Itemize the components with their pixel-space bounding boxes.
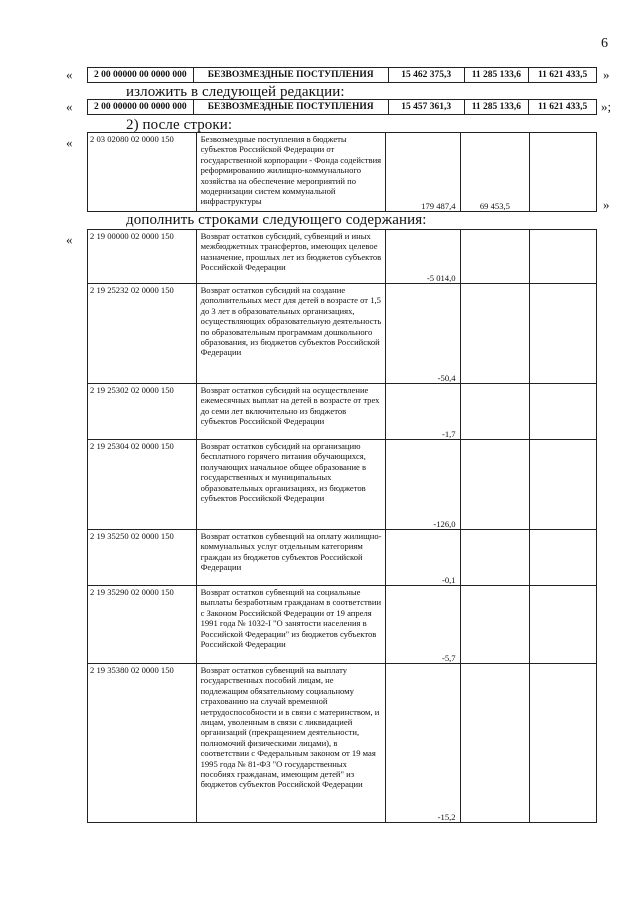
- row-code: 2 19 35290 02 0000 150: [88, 586, 197, 663]
- new-rows-table: [87, 229, 597, 823]
- row-description: Возврат остатков субвенций на социальные выплаты безработным гражданам в соответствии с Законом Российской Федерации от 19 апреля 1991 года № 1032-I "О занятости населения в Российской Федерации" из бюджетов субъектов Российской Федерации: [197, 586, 386, 663]
- open-quote: «: [66, 99, 73, 114]
- table-row: [88, 664, 596, 822]
- new-row-code: 2 00 00000 00 0000 000: [88, 100, 194, 114]
- original-row-value-1: 15 462 375,3: [389, 68, 465, 82]
- row-description: Возврат остатков субсидий, субвенций и иных межбюджетных трансфертов, имеющих целевое назначение, прошлых лет из бюджетов субъектов Российской Федерации: [197, 230, 386, 283]
- row-value-1: -5,7: [386, 586, 461, 663]
- heading-new-edition: изложить в следующей редакции:: [126, 84, 345, 100]
- row-value-3: [530, 440, 596, 529]
- row-value-1: -15,2: [386, 664, 461, 822]
- row-value-3: [530, 384, 596, 439]
- row-value-2: [461, 586, 531, 663]
- table-row: [88, 530, 596, 586]
- original-row-code: 2 00 00000 00 0000 000: [88, 68, 194, 82]
- row-value-3: [530, 133, 596, 211]
- original-row-value-2: 11 285 133,6: [465, 68, 530, 82]
- row-code: 2 19 25304 02 0000 150: [88, 440, 197, 529]
- row-value-3: [530, 664, 596, 822]
- open-quote: «: [66, 232, 73, 247]
- row-description: Возврат остатков субсидий на организацию бесплатного горячего питания обучающихся, получающих начальное общее образование в государственных и муниципальных образовательных организациях, из бюджетов субъектов Российской Федерации: [197, 440, 386, 529]
- table-row: [88, 586, 596, 664]
- row-value-1: -1,7: [386, 384, 461, 439]
- open-quote: «: [66, 135, 73, 150]
- original-row-name: БЕЗВОЗМЕЗДНЫЕ ПОСТУПЛЕНИЯ: [194, 68, 389, 82]
- table-row: [88, 133, 596, 211]
- row-description: Возврат остатков субвенций на выплату государственных пособий лицам, не подлежащим обязательному социальному страхованию на случай временной нетрудоспособности и в связи с материнством, и лицам, уволенным в связи с ликвидацией организаций (прекращением деятельности, полномочий физическими лицами), в соответствии с Федеральным законом от 19 мая 1995 года № 81-ФЗ "О государственных пособиях гражданам, имеющим детей" из бюджетов субъектов Российской Федерации: [197, 664, 386, 822]
- row-code: 2 19 25302 02 0000 150: [88, 384, 197, 439]
- row-code: 2 03 02080 02 0000 150: [88, 133, 197, 211]
- row-value-2: [461, 440, 531, 529]
- new-row-name: БЕЗВОЗМЕЗДНЫЕ ПОСТУПЛЕНИЯ: [194, 100, 389, 114]
- row-value-1: -126,0: [386, 440, 461, 529]
- table-row: [88, 230, 596, 284]
- row-value-3: [530, 586, 596, 663]
- row-code: 2 19 00000 02 0000 150: [88, 230, 197, 283]
- row-value-1: -0,1: [386, 530, 461, 585]
- close-quote-semicolon: »;: [601, 99, 612, 114]
- close-quote: »: [603, 67, 610, 82]
- page-number: 6: [601, 36, 608, 51]
- heading-add-rows: дополнить строками следующего содержания:: [126, 212, 427, 228]
- row-value-2: 69 453,5: [461, 133, 531, 211]
- row-value-3: [530, 530, 596, 585]
- row-code: 2 19 35250 02 0000 150: [88, 530, 197, 585]
- close-quote: »: [603, 197, 610, 212]
- row-code: 2 19 35380 02 0000 150: [88, 664, 197, 822]
- table-row: [88, 440, 596, 530]
- open-quote: «: [66, 67, 73, 82]
- new-row-value-3: 11 621 433,5: [537, 102, 588, 112]
- row-value-2: [461, 530, 531, 585]
- original-row: [87, 67, 597, 83]
- row-value-2: [461, 284, 531, 383]
- row-value-2: [461, 230, 531, 283]
- row-value-1: -50,4: [386, 284, 461, 383]
- new-row-value-1: 15 457 361,3: [389, 100, 465, 114]
- row-code: 2 19 25232 02 0000 150: [88, 284, 197, 383]
- new-edition-row: [87, 99, 597, 115]
- row-description: Безвозмездные поступления в бюджеты субъектов Российской Федерации от государственной корпорации - Фонда содействия реформированию жилищно-коммунального хозяйства на обеспечение мероприятий по модернизации систем коммунальной инфраструктуры: [197, 133, 386, 211]
- row-value-1: 179 487,4: [386, 133, 461, 211]
- row-value-3: [530, 284, 596, 383]
- row-value-3: [530, 230, 596, 283]
- row-description: Возврат остатков субсидий на создание дополнительных мест для детей в возрасте от 1,5 до 3 лет в образовательных организациях, осуществляющих образовательную деятельность по образовательным программам дошкольного образования, из бюджетов субъектов Российской Федерации: [197, 284, 386, 383]
- table-row: [88, 284, 596, 384]
- after-row-table: [87, 132, 597, 212]
- row-value-2: [461, 384, 531, 439]
- table-row: [88, 384, 596, 440]
- row-description: Возврат остатков субвенций на оплату жилищно-коммунальных услуг отдельным категориям граждан из бюджетов субъектов Российской Федерации: [197, 530, 386, 585]
- original-row-value-3: 11 621 433,5: [537, 70, 588, 80]
- row-description: Возврат остатков субсидий на осуществление ежемесячных выплат на детей в возрасте от трех до семи лет включительно из бюджетов субъектов Российской Федерации: [197, 384, 386, 439]
- heading-after-row: 2) после строки:: [126, 117, 233, 133]
- row-value-2: [461, 664, 531, 822]
- row-value-1: -5 014,0: [386, 230, 461, 283]
- new-row-value-2: 11 285 133,6: [465, 100, 530, 114]
